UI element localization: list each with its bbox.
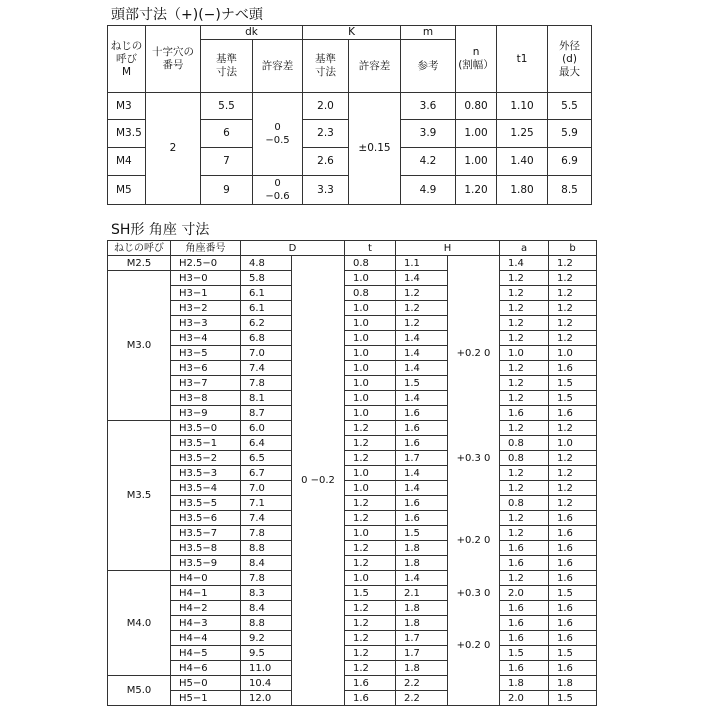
b-value: 1.6 <box>549 541 597 556</box>
table-row <box>108 601 597 616</box>
h-value: 1.1 <box>396 256 448 271</box>
t-value: 1.0 <box>345 316 396 331</box>
h-value: 1.4 <box>396 391 448 406</box>
d-value: 11.0 <box>241 661 292 676</box>
table-row <box>108 676 597 691</box>
header-n: n (割幅） <box>456 26 497 93</box>
table-row <box>108 691 597 706</box>
t-value: 0.8 <box>345 286 396 301</box>
h-tolerance <box>448 391 500 436</box>
table-row <box>108 556 597 571</box>
pan-head-dimensions-table <box>107 25 592 205</box>
h-tolerance <box>448 256 500 316</box>
hdr-b: b <box>549 241 597 256</box>
a-value: 1.2 <box>500 391 549 406</box>
screw-size-group: M3.0 <box>108 271 171 421</box>
a-value: 1.2 <box>500 571 549 586</box>
a-value: 1.2 <box>500 526 549 541</box>
b-value: 1.5 <box>549 376 597 391</box>
d-value: 9.2 <box>241 631 292 646</box>
b-value: 1.6 <box>549 631 597 646</box>
a-value: 0.8 <box>500 436 549 451</box>
seat-number: H3.5−9 <box>171 556 241 571</box>
seat-number: H3.5−7 <box>171 526 241 541</box>
table-row: M3.5 6 2.3 3.9 1.00 1.25 5.9 <box>108 120 592 148</box>
seat-number: H3.5−0 <box>171 421 241 436</box>
table-row <box>108 286 597 301</box>
d-value: 6.4 <box>241 436 292 451</box>
header-k-basic: 基準 寸法 <box>303 40 349 93</box>
b-value: 1.6 <box>549 601 597 616</box>
h-value: 1.4 <box>396 571 448 586</box>
screw-size-group: M5.0 <box>108 676 171 706</box>
table-row <box>108 481 597 496</box>
b-value: 1.5 <box>549 646 597 661</box>
t-value: 1.2 <box>345 631 396 646</box>
t-value: 1.0 <box>345 481 396 496</box>
h-tolerance <box>448 556 500 586</box>
table-row <box>108 331 597 346</box>
t-value: 1.6 <box>345 691 396 706</box>
d-value: 8.1 <box>241 391 292 406</box>
seat-number: H4−5 <box>171 646 241 661</box>
seat-number: H3.5−2 <box>171 451 241 466</box>
h-value: 1.8 <box>396 556 448 571</box>
table-row <box>108 391 597 406</box>
h-value: 1.4 <box>396 271 448 286</box>
b-value: 1.2 <box>549 286 597 301</box>
t-value: 1.2 <box>345 496 396 511</box>
table-row <box>108 646 597 661</box>
b-value: 1.6 <box>549 616 597 631</box>
header-dk: dk <box>201 26 303 40</box>
square-seat-dimensions-table <box>107 240 597 706</box>
t-value: 1.5 <box>345 586 396 601</box>
table-row <box>108 511 597 526</box>
t-value: 1.2 <box>345 601 396 616</box>
d-value: 6.2 <box>241 316 292 331</box>
t-value: 1.2 <box>345 556 396 571</box>
header-t1: t1 <box>497 26 548 93</box>
t-value: 1.0 <box>345 376 396 391</box>
header-k: K <box>303 26 401 40</box>
seat-number: H3.5−1 <box>171 436 241 451</box>
screw-size-group: M3.5 <box>108 421 171 571</box>
head-dimensions-title: 頭部寸法（+)(−)ナベ頭 <box>111 7 263 23</box>
seat-number: H3.5−3 <box>171 466 241 481</box>
table-row <box>108 631 597 646</box>
h-value: 1.4 <box>396 331 448 346</box>
h-value: 1.4 <box>396 361 448 376</box>
h-tolerance: +0.2 0 <box>448 526 500 556</box>
b-value: 1.2 <box>549 256 597 271</box>
h-value: 1.5 <box>396 376 448 391</box>
d-value: 6.8 <box>241 331 292 346</box>
b-value: 1.2 <box>549 271 597 286</box>
hdr-d: D <box>241 241 345 256</box>
a-value: 1.2 <box>500 331 549 346</box>
b-value: 1.0 <box>549 436 597 451</box>
seat-number: H5−0 <box>171 676 241 691</box>
a-value: 1.2 <box>500 316 549 331</box>
d-value: 8.4 <box>241 601 292 616</box>
h-value: 1.2 <box>396 301 448 316</box>
h-value: 1.8 <box>396 661 448 676</box>
a-value: 1.6 <box>500 541 549 556</box>
seat-number: H3−6 <box>171 361 241 376</box>
cross-recess-no: 2 <box>146 93 201 205</box>
header-outer-diameter: 外径 (d) 最大 <box>548 26 592 93</box>
a-value: 1.6 <box>500 556 549 571</box>
table-row <box>108 376 597 391</box>
table-row <box>108 541 597 556</box>
t-value: 1.6 <box>345 676 396 691</box>
h-value: 1.8 <box>396 616 448 631</box>
seat-number: H4−2 <box>171 601 241 616</box>
d-tolerance: 0 −0.2 <box>292 256 345 706</box>
h-tolerance <box>448 601 500 631</box>
a-value: 1.2 <box>500 301 549 316</box>
a-value: 1.2 <box>500 511 549 526</box>
d-value: 7.8 <box>241 376 292 391</box>
t-value: 1.0 <box>345 301 396 316</box>
b-value: 1.2 <box>549 466 597 481</box>
table-row <box>108 466 597 481</box>
table-row <box>108 436 597 451</box>
a-value: 0.8 <box>500 451 549 466</box>
t-value: 1.0 <box>345 571 396 586</box>
t-value: 1.0 <box>345 526 396 541</box>
seat-number: H3−0 <box>171 271 241 286</box>
a-value: 1.2 <box>500 286 549 301</box>
a-value: 1.2 <box>500 481 549 496</box>
table-row <box>108 271 597 286</box>
seat-number: H3.5−4 <box>171 481 241 496</box>
d-value: 8.7 <box>241 406 292 421</box>
a-value: 2.0 <box>500 586 549 601</box>
b-value: 1.2 <box>549 496 597 511</box>
seat-number: H3−8 <box>171 391 241 406</box>
seat-number: H3−1 <box>171 286 241 301</box>
t-value: 1.0 <box>345 466 396 481</box>
a-value: 1.2 <box>500 271 549 286</box>
b-value: 1.0 <box>549 346 597 361</box>
t-value: 1.0 <box>345 406 396 421</box>
b-value: 1.6 <box>549 526 597 541</box>
h-tolerance: +0.3 0 <box>448 586 500 601</box>
h-value: 2.1 <box>396 586 448 601</box>
table-row <box>108 316 597 331</box>
table-row <box>108 616 597 631</box>
header-dk-tolerance: 許容差 <box>253 40 303 93</box>
a-value: 1.2 <box>500 466 549 481</box>
table-row <box>108 451 597 466</box>
h-value: 1.6 <box>396 421 448 436</box>
dk-tolerance-2: 0 −0.6 <box>253 176 303 205</box>
h-value: 1.6 <box>396 511 448 526</box>
screw-size-group: M2.5 <box>108 256 171 271</box>
d-value: 7.0 <box>241 481 292 496</box>
t-value: 1.0 <box>345 271 396 286</box>
seat-number: H3−5 <box>171 346 241 361</box>
table-row <box>108 661 597 676</box>
table-row <box>108 406 597 421</box>
d-value: 6.5 <box>241 451 292 466</box>
header-row <box>108 241 597 256</box>
a-value: 1.6 <box>500 616 549 631</box>
d-value: 7.8 <box>241 526 292 541</box>
seat-number: H3−7 <box>171 376 241 391</box>
d-value: 8.8 <box>241 616 292 631</box>
t-value: 1.2 <box>345 541 396 556</box>
h-tolerance: +0.2 0 <box>448 631 500 661</box>
seat-number: H4−6 <box>171 661 241 676</box>
d-value: 8.8 <box>241 541 292 556</box>
b-value: 1.2 <box>549 301 597 316</box>
a-value: 1.6 <box>500 631 549 646</box>
seat-number: H2.5−0 <box>171 256 241 271</box>
h-value: 1.8 <box>396 601 448 616</box>
b-value: 1.6 <box>549 571 597 586</box>
b-value: 1.2 <box>549 421 597 436</box>
dk-tolerance-1: 0 −0.5 <box>253 93 303 176</box>
t-value: 1.2 <box>345 451 396 466</box>
hdr-t: t <box>345 241 396 256</box>
a-value: 0.8 <box>500 496 549 511</box>
seat-number: H3−4 <box>171 331 241 346</box>
header-screw-size: ねじの 呼び M <box>108 26 146 93</box>
t-value: 1.2 <box>345 511 396 526</box>
h-tolerance <box>448 661 500 706</box>
t-value: 1.2 <box>345 661 396 676</box>
d-value: 6.1 <box>241 286 292 301</box>
d-value: 7.4 <box>241 511 292 526</box>
b-value: 1.6 <box>549 556 597 571</box>
a-value: 1.2 <box>500 376 549 391</box>
seat-number: H5−1 <box>171 691 241 706</box>
sh-square-seat-title: SH形 角座 寸法 <box>111 222 210 238</box>
header-dk-basic: 基準 寸法 <box>201 40 253 93</box>
a-value: 1.8 <box>500 676 549 691</box>
hdr-size: ねじの呼び <box>108 241 171 256</box>
h-value: 2.2 <box>396 691 448 706</box>
seat-number: H4−4 <box>171 631 241 646</box>
a-value: 1.2 <box>500 361 549 376</box>
d-value: 6.0 <box>241 421 292 436</box>
hdr-a: a <box>500 241 549 256</box>
h-tolerance: +0.3 0 <box>448 436 500 481</box>
seat-number: H4−1 <box>171 586 241 601</box>
h-value: 1.4 <box>396 481 448 496</box>
h-value: 1.6 <box>396 406 448 421</box>
seat-number: H3−3 <box>171 316 241 331</box>
b-value: 1.2 <box>549 481 597 496</box>
t-value: 1.2 <box>345 616 396 631</box>
d-value: 5.8 <box>241 271 292 286</box>
k-tolerance: ±0.15 <box>349 93 401 205</box>
table-row <box>108 256 597 271</box>
table-row: M5 9 0 −0.6 3.3 4.9 1.20 1.80 8.5 <box>108 176 592 205</box>
h-value: 1.7 <box>396 631 448 646</box>
d-value: 7.8 <box>241 571 292 586</box>
hdr-h: H <box>396 241 500 256</box>
d-value: 6.1 <box>241 301 292 316</box>
d-value: 12.0 <box>241 691 292 706</box>
table-row: M4 7 2.6 4.2 1.00 1.40 6.9 <box>108 148 592 176</box>
t-value: 1.2 <box>345 436 396 451</box>
h-value: 1.2 <box>396 316 448 331</box>
table-row <box>108 421 597 436</box>
seat-number: H4−0 <box>171 571 241 586</box>
t-value: 1.2 <box>345 646 396 661</box>
b-value: 1.6 <box>549 661 597 676</box>
h-value: 1.8 <box>396 541 448 556</box>
header-m: m <box>401 26 456 40</box>
h-value: 1.4 <box>396 346 448 361</box>
d-value: 7.4 <box>241 361 292 376</box>
b-value: 1.2 <box>549 331 597 346</box>
header-m-reference: 参考 <box>401 40 456 93</box>
h-tolerance <box>448 481 500 526</box>
b-value: 1.6 <box>549 406 597 421</box>
t-value: 1.0 <box>345 391 396 406</box>
h-value: 1.6 <box>396 436 448 451</box>
header-k-tolerance: 許容差 <box>349 40 401 93</box>
d-value: 10.4 <box>241 676 292 691</box>
b-value: 1.6 <box>549 511 597 526</box>
seat-number: H3.5−8 <box>171 541 241 556</box>
header-cross-recess-no: 十字穴の 番号 <box>146 26 201 93</box>
d-value: 9.5 <box>241 646 292 661</box>
t-value: 0.8 <box>345 256 396 271</box>
seat-number: H3.5−5 <box>171 496 241 511</box>
h-value: 1.7 <box>396 451 448 466</box>
table-row <box>108 361 597 376</box>
h-tolerance: +0.2 0 <box>448 316 500 391</box>
a-value: 1.0 <box>500 346 549 361</box>
d-value: 7.0 <box>241 346 292 361</box>
seat-number: H4−3 <box>171 616 241 631</box>
d-value: 6.7 <box>241 466 292 481</box>
seat-number: H3−9 <box>171 406 241 421</box>
screw-size-group: M4.0 <box>108 571 171 676</box>
b-value: 1.2 <box>549 316 597 331</box>
a-value: 1.5 <box>500 646 549 661</box>
seat-number: H3.5−6 <box>171 511 241 526</box>
a-value: 2.0 <box>500 691 549 706</box>
table-row <box>108 346 597 361</box>
b-value: 1.5 <box>549 586 597 601</box>
a-value: 1.6 <box>500 661 549 676</box>
table-row: M3 2 5.5 0 −0.5 2.0 ±0.15 3.6 0.80 1.10 5.5 <box>108 93 592 120</box>
b-value: 1.2 <box>549 451 597 466</box>
table-row <box>108 526 597 541</box>
b-value: 1.5 <box>549 691 597 706</box>
table-row <box>108 571 597 586</box>
table-row <box>108 301 597 316</box>
t-value: 1.0 <box>345 331 396 346</box>
b-value: 1.6 <box>549 361 597 376</box>
t-value: 1.0 <box>345 361 396 376</box>
a-value: 1.6 <box>500 406 549 421</box>
a-value: 1.4 <box>500 256 549 271</box>
table-row <box>108 586 597 601</box>
d-value: 8.3 <box>241 586 292 601</box>
h-value: 1.4 <box>396 466 448 481</box>
h-value: 1.7 <box>396 646 448 661</box>
h-value: 2.2 <box>396 676 448 691</box>
h-value: 1.5 <box>396 526 448 541</box>
d-value: 7.1 <box>241 496 292 511</box>
a-value: 1.6 <box>500 601 549 616</box>
b-value: 1.8 <box>549 676 597 691</box>
b-value: 1.5 <box>549 391 597 406</box>
h-value: 1.2 <box>396 286 448 301</box>
hdr-seat: 角座番号 <box>171 241 241 256</box>
table-row <box>108 496 597 511</box>
a-value: 1.2 <box>500 421 549 436</box>
t-value: 1.0 <box>345 346 396 361</box>
d-value: 8.4 <box>241 556 292 571</box>
seat-number: H3−2 <box>171 301 241 316</box>
t-value: 1.2 <box>345 421 396 436</box>
h-value: 1.6 <box>396 496 448 511</box>
d-value: 4.8 <box>241 256 292 271</box>
